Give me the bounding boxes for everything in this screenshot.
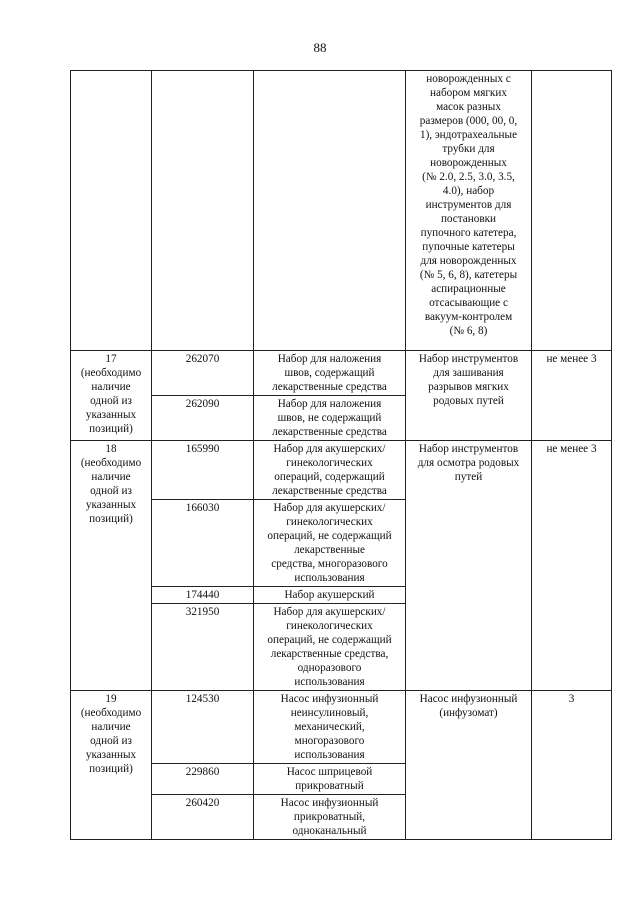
name-cell [254, 71, 406, 351]
name-cell: Набор для акушерских/ гинекологических операций, не содержащий лекарственные средства, одноразового использования [254, 604, 406, 691]
equipment-cell: Набор инструментов для осмотра родовых путей [406, 441, 532, 691]
name-cell: Насос инфузионный прикроватный, одноканальный [254, 795, 406, 840]
code-cell: 260420 [152, 795, 254, 840]
equipment-cell: Набор инструментов для зашивания разрывов мягких родовых путей [406, 351, 532, 441]
equipment-table [70, 70, 612, 840]
code-cell: 165990 [152, 441, 254, 500]
quantity-cell: не менее 3 [532, 441, 612, 691]
position-cell: 18 (необходимо наличие одной из указанных позиций) [71, 441, 152, 691]
quantity-cell: 3 [532, 691, 612, 840]
quantity-cell: не менее 3 [532, 351, 612, 441]
position-cell [71, 71, 152, 351]
name-cell: Набор акушерский [254, 587, 406, 604]
quantity-cell [532, 71, 612, 351]
equipment-cell: новорожденных с набором мягких масок разных размеров (000, 00, 0, 1), эндотрахеальные трубки для новорожденных (№ 2.0, 2.5, 3.0, 3.5, 4.0), набор инструментов для постановки пупочного катетера, пупочные катетеры для новорожденных (№ 5, 6, 8), катетеры аспирационные отсасывающие с вакуум-контролем (№ 6, 8) [406, 71, 532, 351]
name-cell: Набор для акушерских/ гинекологических операций, не содержащий лекарственные средства, многоразового использования [254, 500, 406, 587]
code-cell: 229860 [152, 764, 254, 795]
position-cell: 19 (необходимо наличие одной из указанных позиций) [71, 691, 152, 840]
table-row [71, 691, 612, 764]
code-cell: 262070 [152, 351, 254, 396]
code-cell: 166030 [152, 500, 254, 587]
name-cell: Набор для наложения швов, содержащий лекарственные средства [254, 351, 406, 396]
table-row-continuation [71, 71, 612, 351]
code-cell: 321950 [152, 604, 254, 691]
table-row [71, 441, 612, 500]
name-cell: Набор для акушерских/ гинекологических операций, содержащий лекарственные средства [254, 441, 406, 500]
table-row [71, 351, 612, 396]
code-cell: 174440 [152, 587, 254, 604]
code-cell: 124530 [152, 691, 254, 764]
page-number: 88 [313, 40, 327, 55]
code-cell [152, 71, 254, 351]
name-cell: Насос шприцевой прикроватный [254, 764, 406, 795]
position-cell: 17 (необходимо наличие одной из указанных позиций) [71, 351, 152, 441]
code-cell: 262090 [152, 396, 254, 441]
name-cell: Насос инфузионный неинсулиновый, механический, многоразового использования [254, 691, 406, 764]
equipment-cell: Насос инфузионный (инфузомат) [406, 691, 532, 840]
name-cell: Набор для наложения швов, не содержащий лекарственные средства [254, 396, 406, 441]
